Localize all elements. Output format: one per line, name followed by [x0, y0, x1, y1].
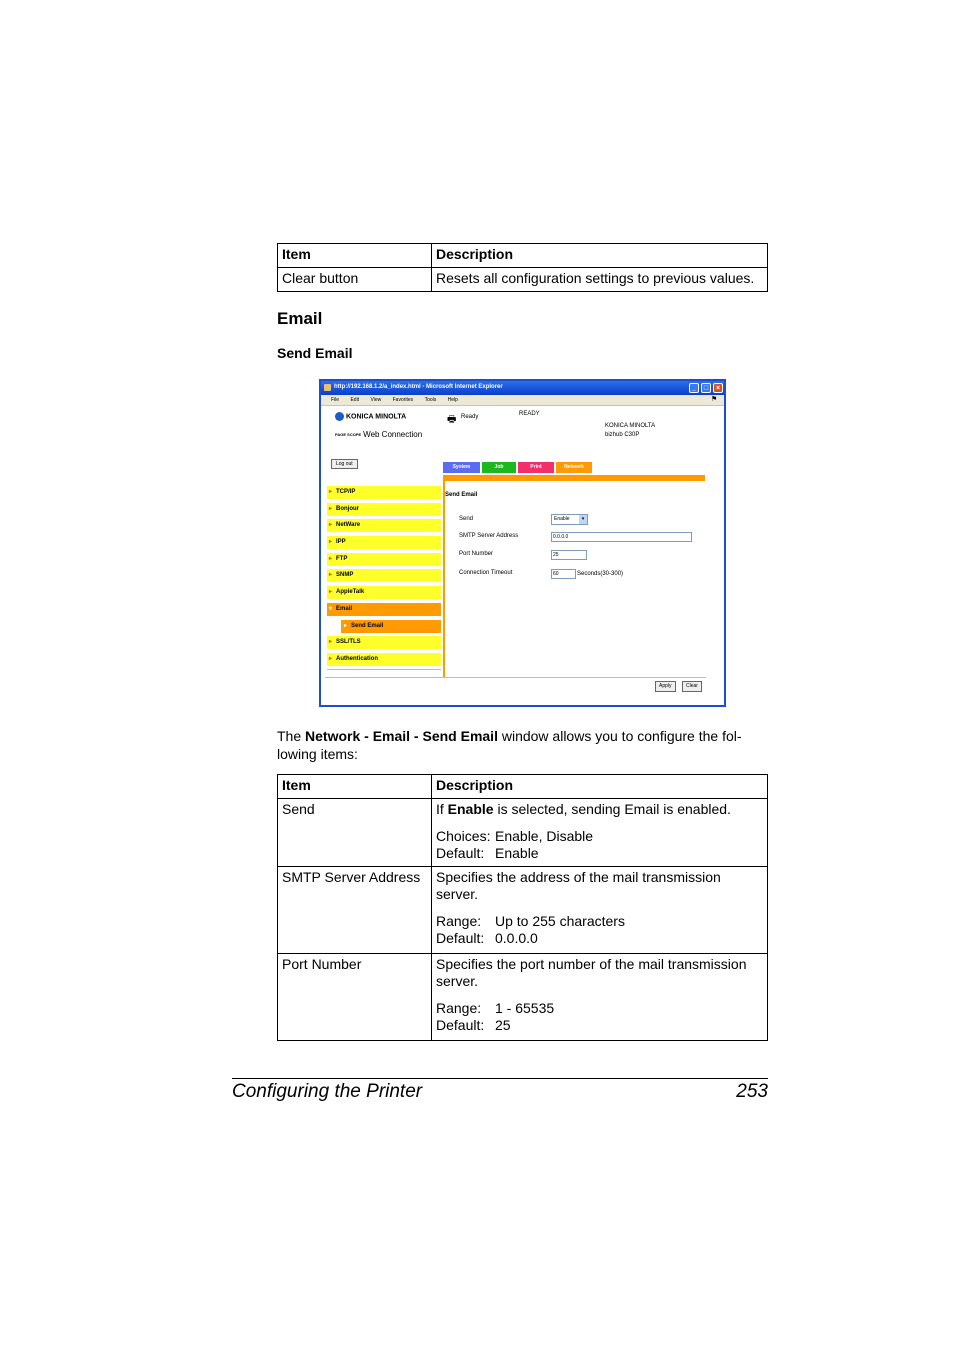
menu-edit[interactable]: Edit: [350, 397, 360, 403]
nav-divider: [327, 669, 441, 670]
web-connection-logo: [335, 430, 422, 439]
close-icon[interactable]: ×: [713, 383, 723, 393]
maximize-icon[interactable]: □: [701, 383, 711, 393]
intro-paragraph: [277, 727, 768, 763]
para-text-pre: The: [277, 728, 306, 744]
default-line: [436, 930, 763, 947]
range-key: Range:: [436, 1000, 482, 1016]
content-divider: [443, 481, 445, 677]
logout-button[interactable]: Log out: [331, 459, 358, 469]
desc-bold: Enable: [447, 801, 494, 817]
menu-view[interactable]: View: [370, 397, 382, 403]
nav-ssl-tls[interactable]: ▸ SSL/TLS: [327, 636, 441, 649]
table-header-row: [278, 244, 768, 268]
pagescope-icon: PAGE SCOPE: [335, 431, 362, 437]
choices-block: [436, 828, 763, 862]
range-value: 1 - 65535: [495, 1000, 555, 1016]
timeout-unit: Seconds(30-300): [577, 571, 624, 577]
send-select[interactable]: [551, 514, 588, 525]
button-divider: [325, 677, 706, 678]
description-text: Specifies the port number of the mail transmission server.: [436, 956, 747, 989]
description-cell: [432, 867, 768, 954]
item-cell: Port Number: [278, 954, 432, 1041]
nav-tcpip[interactable]: ▸ TCP/IP: [327, 486, 441, 499]
range-value: Up to 255 characters: [495, 913, 625, 929]
item-cell: Send: [278, 799, 432, 867]
tab-system[interactable]: System: [443, 462, 480, 473]
km-globe-icon: [335, 412, 344, 421]
model-info: [605, 422, 655, 440]
default-line: [436, 1017, 763, 1034]
description-text: [436, 801, 763, 818]
description-cell: [432, 954, 768, 1041]
smtp-input[interactable]: 0.0.0.0: [551, 532, 692, 542]
default-value: Enable: [495, 845, 539, 861]
range-line: [436, 913, 763, 930]
header-description: Description: [432, 244, 768, 268]
choices-line: [436, 828, 763, 845]
model-line1: KONICA MINOLTA: [605, 423, 656, 429]
minimize-icon[interactable]: _: [689, 383, 699, 393]
choices-key: Choices:: [436, 828, 491, 844]
item-cell: SMTP Server Address: [278, 867, 432, 954]
nav-send-email[interactable]: ▸ Send Email: [341, 620, 441, 633]
timeout-label: Connection Timeout: [459, 570, 513, 576]
side-nav: [327, 486, 441, 670]
content-title: Send Email: [445, 492, 478, 498]
desc-post: is selected, sending Email is enabled.: [493, 801, 731, 817]
choices-value: Enable, Disable: [495, 828, 594, 844]
tab-job[interactable]: Job: [482, 462, 516, 473]
header-description: Description: [432, 775, 768, 799]
window-title: http://192.168.1.2/a_index.html - Microsoft Internet Explorer: [334, 384, 503, 390]
default-value: 25: [495, 1017, 511, 1033]
status-main: READY: [519, 411, 540, 417]
menu-file[interactable]: File: [331, 397, 340, 403]
status-ready: Ready: [461, 414, 479, 420]
konica-minolta-logo: [335, 412, 406, 421]
menu-help[interactable]: Help: [447, 397, 458, 403]
range-block: [436, 913, 763, 947]
clear-button-table: [277, 243, 768, 292]
menu-favorites[interactable]: Favorites: [392, 397, 414, 403]
page-number: 253: [736, 1081, 768, 1102]
nav-appletalk[interactable]: ▸ AppleTalk: [327, 586, 441, 599]
menu-tools[interactable]: Tools: [424, 397, 437, 403]
web-connection-text: Web Connection: [363, 430, 423, 439]
send-value: Enable: [554, 516, 570, 522]
default-value: 0.0.0.0: [495, 930, 538, 946]
port-input[interactable]: 25: [551, 550, 587, 560]
nav-ipp[interactable]: ▸ IPP: [327, 536, 441, 549]
port-label: Port Number: [459, 551, 494, 557]
printer-icon: 🖶: [447, 414, 457, 425]
nav-bonjour[interactable]: ▸ Bonjour: [327, 503, 441, 516]
para-text-bold: Network - Email - Send Email: [305, 728, 498, 744]
range-block: [436, 1000, 763, 1034]
section-title: Email: [277, 309, 323, 328]
tab-underline: [443, 475, 705, 481]
apply-button[interactable]: Apply: [655, 681, 676, 692]
item-cell: Clear button: [278, 268, 432, 292]
smtp-label: SMTP Server Address: [459, 533, 519, 539]
table-row: [278, 867, 768, 954]
subsection-title: Send Email: [277, 345, 353, 361]
tab-print[interactable]: Print: [518, 462, 554, 473]
header-item: Item: [278, 244, 432, 268]
description-cell: Resets all configuration settings to previous values.: [432, 268, 768, 292]
tab-network[interactable]: Network: [556, 462, 592, 473]
description-text: Specifies the address of the mail transmission server.: [436, 869, 721, 902]
send-email-items-table: [277, 774, 768, 1041]
footer-rule: [232, 1078, 768, 1079]
ie-page-icon: [324, 384, 331, 391]
nav-authentication[interactable]: ▸ Authentication: [327, 653, 441, 666]
send-label: Send: [459, 516, 474, 522]
default-key: Default:: [436, 845, 485, 861]
browser-screenshot: [319, 379, 726, 707]
model-line2: bizhub C30P: [605, 432, 640, 438]
windows-flag-icon: ⚑: [711, 396, 718, 403]
table-row: [278, 799, 768, 867]
header-item: Item: [278, 775, 432, 799]
table-row: [278, 268, 768, 292]
brand-text: KONICA MINOLTA: [346, 413, 407, 421]
chevron-down-icon: ▾: [579, 515, 587, 524]
nav-email[interactable]: ▾ Email: [327, 603, 441, 616]
nav-ftp[interactable]: ▸ FTP: [327, 553, 441, 566]
range-line: [436, 1000, 763, 1017]
window-titlebar: [321, 381, 724, 395]
nav-netware[interactable]: ▸ NetWare: [327, 519, 441, 532]
timeout-input[interactable]: 60: [551, 569, 576, 579]
description-cell: [432, 799, 768, 867]
table-header-row: [278, 775, 768, 799]
default-key: Default:: [436, 930, 485, 946]
menu-bar: [321, 395, 724, 406]
range-key: Range:: [436, 913, 482, 929]
clear-button[interactable]: Clear: [682, 681, 702, 692]
footer-title: Configuring the Printer: [232, 1081, 423, 1102]
para-text-post: window allows you to configure the fol-lowing items:: [277, 728, 742, 762]
desc-pre: If: [436, 801, 448, 817]
default-key: Default:: [436, 1017, 485, 1033]
table-row: [278, 954, 768, 1041]
default-line: [436, 845, 763, 862]
nav-snmp[interactable]: ▸ SNMP: [327, 569, 441, 582]
